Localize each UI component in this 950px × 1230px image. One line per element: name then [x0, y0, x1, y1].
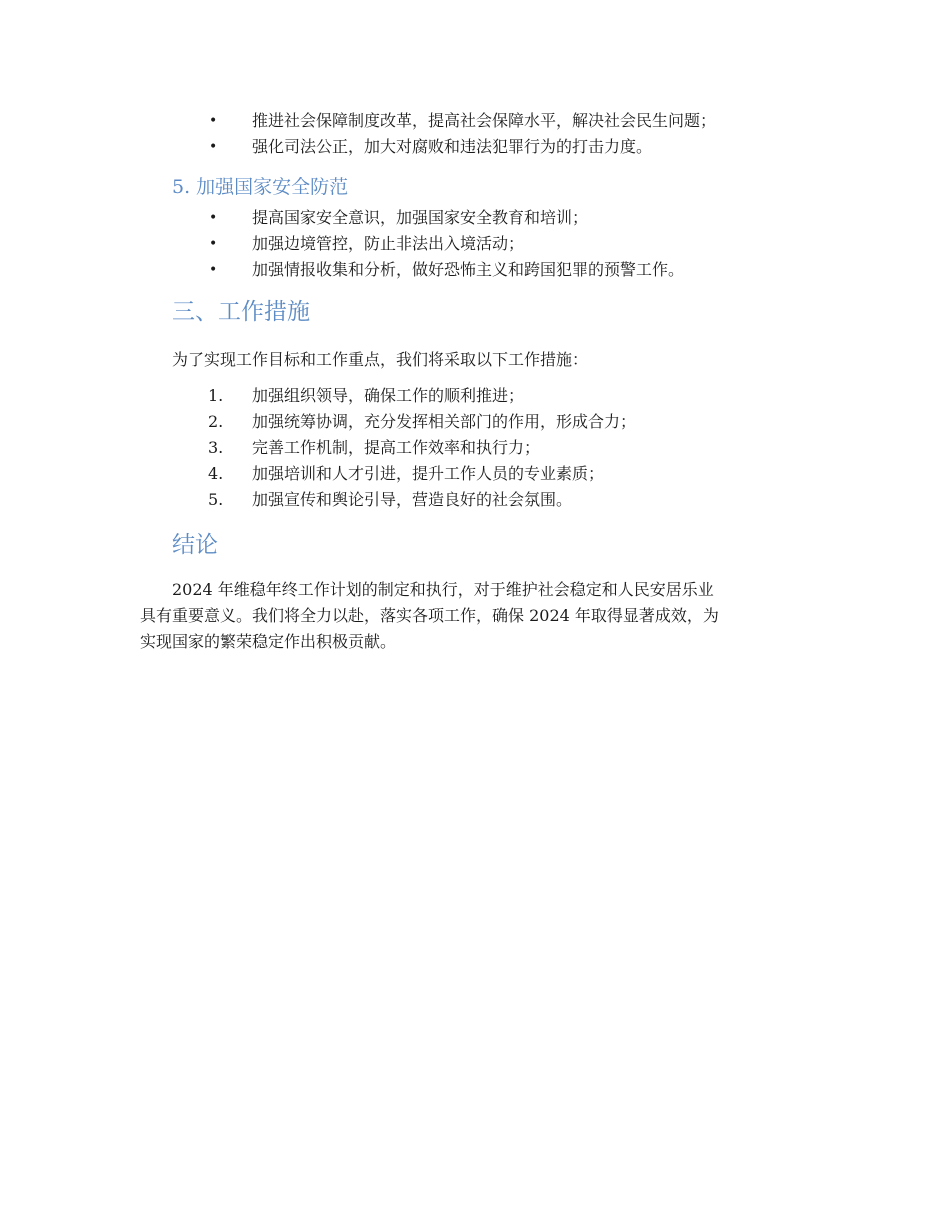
list-item-text: 提高国家安全意识，加强国家安全教育和培训；: [252, 208, 589, 227]
list-number: 3.: [208, 438, 224, 457]
measures-heading: 三、工作措施: [172, 299, 310, 325]
bullet-icon: •: [209, 210, 218, 226]
section4-bullet-list: [0, 108, 950, 160]
bullet-icon: •: [209, 262, 218, 278]
conclusion-line: 2024 年维稳年终工作计划的制定和执行，对于维护社会稳定和人民安居乐业: [172, 580, 714, 599]
list-item: [0, 205, 950, 231]
list-item: [0, 461, 950, 487]
bullet-icon: •: [209, 236, 218, 252]
list-item-text: 加强边境管控，防止非法出入境活动；: [252, 234, 525, 253]
list-item: [0, 257, 950, 283]
list-item: [0, 435, 950, 461]
list-item: [0, 409, 950, 435]
measures-numbered-list: [0, 383, 950, 513]
conclusion-paragraph: [140, 577, 820, 655]
list-item: [0, 134, 950, 160]
list-item-text: 加强统筹协调，充分发挥相关部门的作用，形成合力；: [252, 412, 637, 431]
list-item-text: 推进社会保障制度改革，提高社会保障水平，解决社会民生问题；: [252, 111, 717, 130]
list-item-text: 加强情报收集和分析，做好恐怖主义和跨国犯罪的预警工作。: [252, 260, 685, 279]
section5-heading: 5. 加强国家安全防范: [172, 176, 349, 198]
list-number: 4.: [208, 464, 224, 483]
list-number: 1.: [208, 386, 224, 405]
list-item-text: 完善工作机制，提高工作效率和执行力；: [252, 438, 541, 457]
conclusion-line: 实现国家的繁荣稳定作出积极贡献。: [140, 632, 397, 651]
bullet-icon: •: [209, 139, 218, 155]
list-item: [0, 231, 950, 257]
section5-bullet-list: [0, 205, 950, 283]
list-number: 2.: [208, 412, 224, 431]
list-item: [0, 108, 950, 134]
list-item-text: 强化司法公正，加大对腐败和违法犯罪行为的打击力度。: [252, 137, 653, 156]
list-item: [0, 487, 950, 513]
conclusion-heading: 结论: [172, 532, 218, 558]
bullet-icon: •: [209, 113, 218, 129]
list-number: 5.: [208, 490, 224, 509]
list-item-text: 加强培训和人才引进，提升工作人员的专业素质；: [252, 464, 605, 483]
list-item: [0, 383, 950, 409]
conclusion-line: 具有重要意义。我们将全力以赴，落实各项工作，确保 2024 年取得显著成效，为: [140, 606, 719, 625]
list-item-text: 加强宣传和舆论引导，营造良好的社会氛围。: [252, 490, 573, 509]
measures-intro: 为了实现工作目标和工作重点，我们将采取以下工作措施：: [172, 350, 589, 369]
list-item-text: 加强组织领导，确保工作的顺利推进；: [252, 386, 525, 405]
